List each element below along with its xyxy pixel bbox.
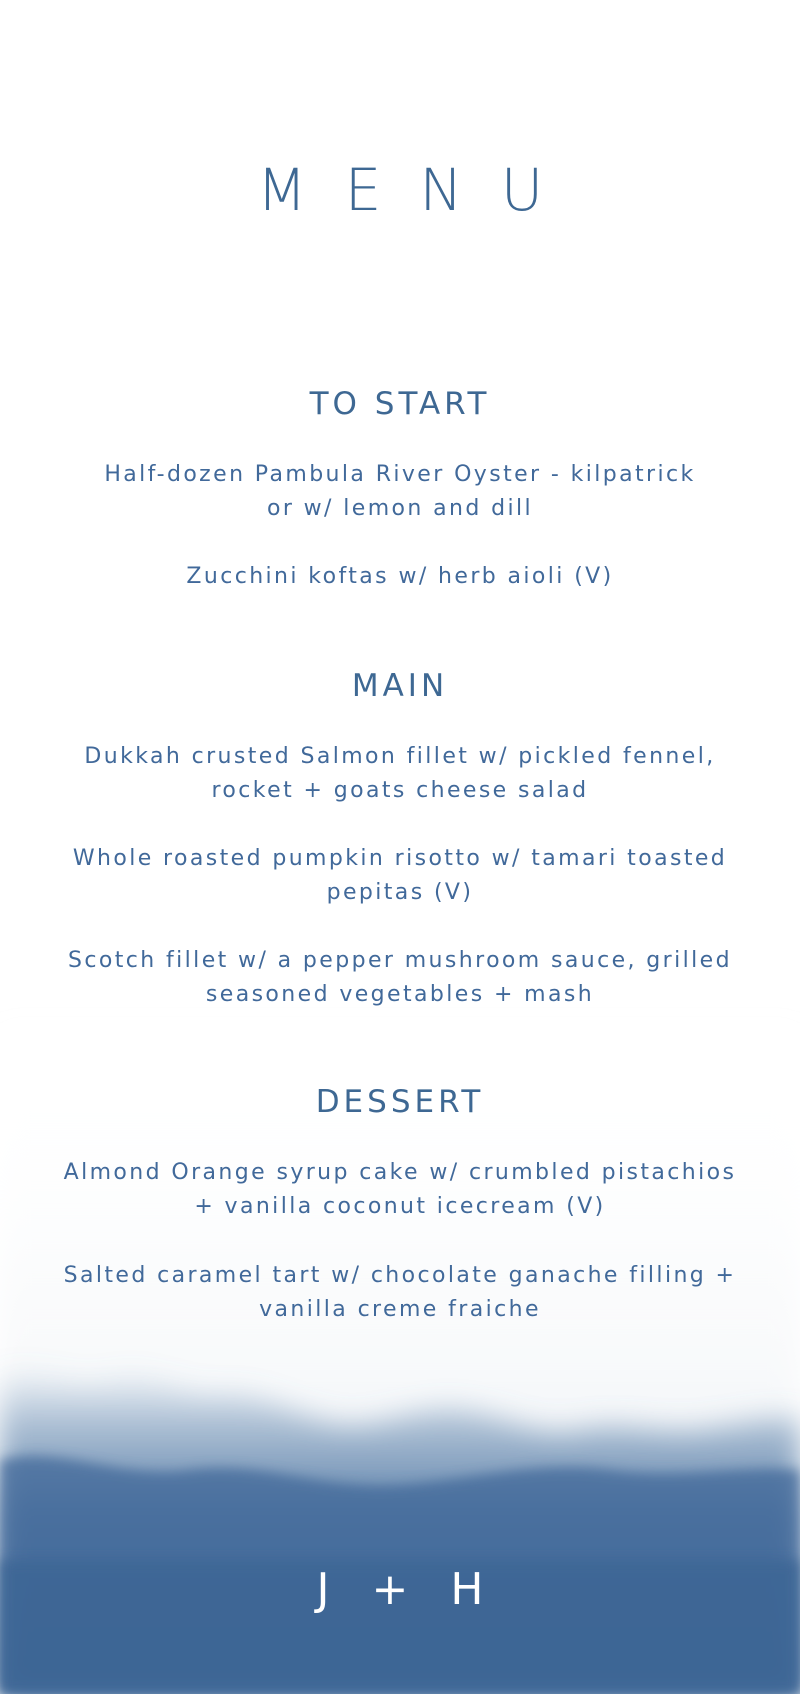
menu-item-scotch-fillet bbox=[60, 944, 740, 1012]
menu-item-line: Half-dozen Pambula River Oyster - kilpatrick bbox=[104, 462, 696, 487]
menu-item-syrup-cake bbox=[60, 1156, 740, 1224]
menu-item-line: Almond Orange syrup cake w/ crumbled pistachios bbox=[63, 1160, 737, 1185]
menu-item-line: Salted caramel tart w/ chocolate ganache filling + bbox=[63, 1263, 737, 1288]
menu-item-salmon bbox=[60, 740, 740, 808]
section-heading-to-start: TO START bbox=[309, 386, 491, 422]
menu-item-line: Zucchini koftas w/ herb aioli (V) bbox=[186, 564, 614, 589]
section-heading-dessert: DESSERT bbox=[315, 1084, 485, 1120]
menu-item-line: pepitas (V) bbox=[326, 880, 474, 905]
menu-item-line: Whole roasted pumpkin risotto w/ tamari toasted bbox=[72, 846, 728, 871]
menu-item-caramel-tart bbox=[60, 1259, 740, 1327]
menu-item-line: + vanilla coconut icecream (V) bbox=[194, 1194, 606, 1219]
menu-item-oysters bbox=[60, 458, 740, 526]
menu-item-line: Scotch fillet w/ a pepper mushroom sauce, grilled bbox=[68, 948, 732, 973]
couple-monogram: J + H bbox=[316, 1564, 498, 1615]
menu-item-line: vanilla creme fraiche bbox=[259, 1297, 541, 1322]
menu-item-line: or w/ lemon and dill bbox=[266, 496, 534, 521]
menu-title: MENU bbox=[256, 156, 582, 224]
menu-item-line: Dukkah crusted Salmon fillet w/ pickled fennel, bbox=[84, 744, 716, 769]
section-heading-main: MAIN bbox=[351, 668, 449, 704]
menu-item-line: rocket + goats cheese salad bbox=[211, 778, 589, 803]
menu-item-risotto bbox=[60, 842, 740, 910]
menu-item-line: seasoned vegetables + mash bbox=[205, 982, 595, 1007]
menu-item-koftas bbox=[60, 560, 740, 594]
